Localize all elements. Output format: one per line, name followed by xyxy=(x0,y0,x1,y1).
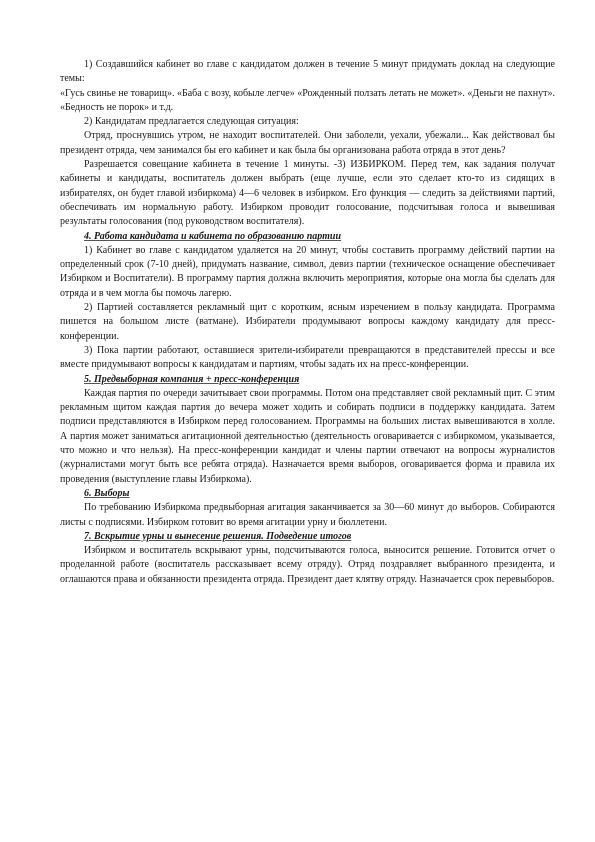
document-page xyxy=(60,58,555,587)
paragraph-campaign: Каждая партия по очереди зачитывает свои программы. Потом она представляет свой рекламный щит. С этим рекламным щитом каждая партия до вечера может ходить и собирать подписи в поддержку кандидата. Затем подписи представляются в Избирком перед голосованием. Программы на больших листах вывешиваются в холле. А партия может заниматься агитационной деятельностью (деятельность оговаривается с избиркомом, указывается, что можно и что нельзя). На пресс-конференции кандидат и члены партии отвечают на вопросы журналистов (журналистами могут быть все ребята отряда). Назначается время выборов, оговаривается форма и правила их проведения (выступление главы Избиркома). xyxy=(60,387,555,485)
paragraph-party-1: 1) Кабинет во главе с кандидатом удаляется на 20 минут, чтобы составить программу действий партии на определенный срок (7-10 дней), придумать название, символ, девиз партии (техническое оснащение обеспечивает Избирком и Воспитатели). В программу партия должна включить мероприятия, которые она могла бы сделать для отряда и в чем могла бы помочь лагерю. xyxy=(60,244,555,299)
paragraph-task-2: 2) Кандидатам предлагается следующая ситуация: xyxy=(84,116,299,128)
section-heading-6: 6. Выборы xyxy=(84,487,130,499)
paragraph-izbirkom: Разрешается совещание кабинета в течение 1 минуты. -3) ИЗБИРКОМ. Перед тем, как задания получат кабинеты и кандидаты, воспитатель должен выбрать (еще лучше, если это сделает кто-то из сидящих в избирателях, он будет главой избиркома) 4—6 человек в избирком. Его функция — следить за действиями партий, обеспечивать им нормальную работу. Избирком проводит голосование, подсчитывая голоса и вывешивая результаты голосования (под руководством воспитателя). xyxy=(60,159,555,228)
section-heading-7: 7. Вскрытие урны и вынесение решения. Подведение итогов xyxy=(84,530,352,542)
paragraph-situation: Отряд, проснувшись утром, не находит воспитателей. Они заболели, уехали, убежали... Как действовал бы президент отряда, чем занимался бы его кабинет и как была бы организована работа отряда в этот день? xyxy=(60,130,555,156)
paragraph-party-3: 3) Пока партии работают, оставшиеся зрители-избиратели превращаются в представителей прессы и все вместе придумывают вопросы к кандидатам и партиям, чтобы задать их на пресс-конференции. xyxy=(60,344,555,371)
paragraph-party-2: 2) Партией составляется рекламный щит с коротким, ясным изречением в пользу кандидата. Программа пишется на большом листе (ватмане). Избиратели продумывают вопросы каждому кандидату для пресс-конференции. xyxy=(60,302,555,342)
paragraph-task-1: 1) Создавшийся кабинет во главе с кандидатом должен в течение 5 минут придумать доклад на следующие темы: xyxy=(60,59,555,85)
paragraph-proverbs: «Гусь свинье не товарищ». «Баба с возу, кобыле легче» «Рожденный ползать летать не может». «Деньги не пахнут». «Бедность не порок» и т.д. xyxy=(60,87,555,113)
paragraph-elections: По требованию Избиркома предвыборная агитация заканчивается за 30—60 минут до выборов. Собираются листы с подписями. Избирком готовит во время агитации урну и бюллетени. xyxy=(60,502,555,528)
section-heading-4: 4. Работа кандидата и кабинета по образованию партии xyxy=(84,230,342,242)
section-heading-5: 5. Предвыборная компания + пресс-конференция xyxy=(84,373,300,385)
paragraph-results: Избирком и воспитатель вскрывают урны, подсчитываются голоса, выносится решение. Готовится отчет о проделанной работе (воспитатель рассказывает всему отряду). Отряд поздравляет выбранного президента, и оглашаются права и обязанности президента отряда. Президент дает клятву отряду. Назначается срок перевыборов. xyxy=(60,545,555,585)
